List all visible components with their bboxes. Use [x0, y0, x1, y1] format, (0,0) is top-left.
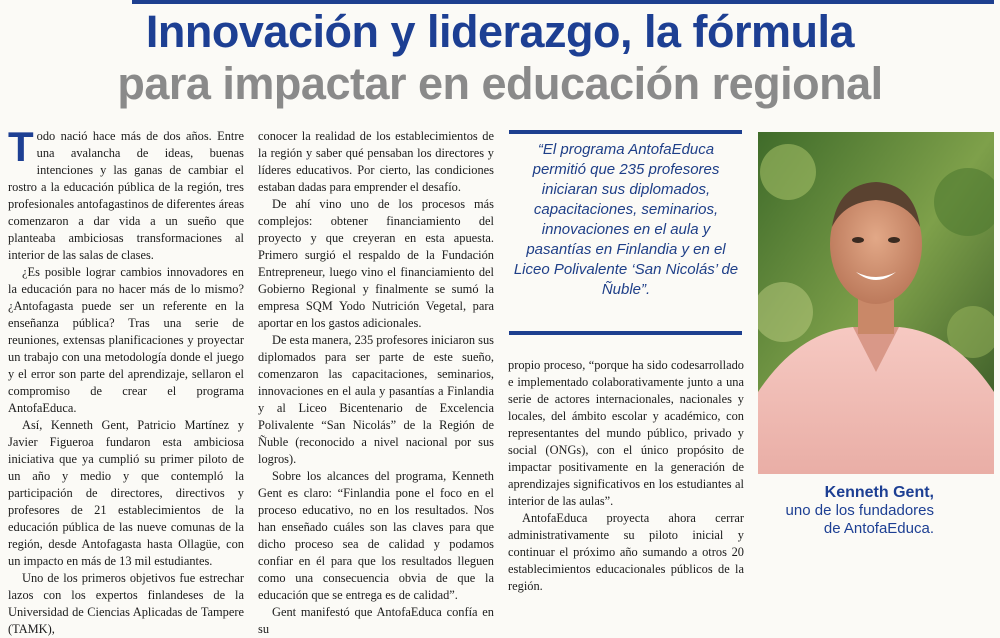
article-column-3	[508, 357, 744, 595]
paragraph-8: Sobre los alcances del programa, Kenneth Gent es claro: “Finlandia pone el foco en el proceso educativo, no en los resultados. Nos han enseñado cuáles son las claves para que dicho proceso sea de calidad y podamos confiar en él para que los resultados lleguen como una consecuencia obvia de que la educación que se entrega es de calidad”.	[258, 469, 494, 602]
portrait-photo	[758, 132, 994, 474]
paragraph-1: Todo nació hace más de dos años. Entre una avalancha de ideas, buenas intenciones y las ganas de cambiar el rostro a la educación pública de la región, tres profesionales antofagastinos de diferentes áreas comenzaron a dar vida a un sueño que planteaba ambiciosas transformaciones al interior de las salas de clases.	[8, 123, 245, 262]
paragraph-5: conocer la realidad de los establecimientos de la región y saber qué pensaban los directores y líderes educativos. Por cierto, las condiciones estaban dadas para emprender el desafío.	[258, 129, 494, 194]
paragraph-9: Gent manifestó que AntofaEduca confía en su	[258, 605, 494, 636]
pullquote-bottom-rule	[509, 331, 742, 335]
photo-caption-description: uno de los fundadores de AntofaEduca.	[785, 502, 934, 537]
paragraph-7: De esta manera, 235 profesores iniciaron sus diplomados para ser parte de este sueño, comenzaron las capacitaciones, seminarios, innovaciones en el aula y pasantías a Finlandia y al Liceo Bicentenario de Excelencia Polivalente “San Nicolás” de la Región de Ñuble (reconocido a nivel nacional por sus logros).	[258, 333, 494, 466]
paragraph-3: Así, Kenneth Gent, Patricio Martínez y Javier Figueroa fundaron esta ambiciosa iniciativa que ya cumplió su primer piloto de un año y medio y que contempló la participación de directores, directivos y profesores de 21 establecimientos de la educación pública de las nueve comunas de la región, desde Antofagasta hasta Ollagüe, con un impacto en más de 13 mil estudiantes.	[8, 418, 244, 568]
paragraph-10: propio proceso, “porque ha sido codesarrollado e implementado colaborativamente junto a una serie de actores internacionales, nacionales y locales, del ámbito escolar y académico, con representantes del mundo público, privado y social (ONGs), con el único propósito de impactar positivamente en la generación de aprendizajes significativos en los estudiantes al interior de las aulas”.	[508, 358, 744, 508]
photo-caption-name: Kenneth Gent,	[824, 484, 934, 501]
paragraph-2: ¿Es posible lograr cambios innovadores en la educación para no hacer más de lo mismo? ¿Antofagasta puede ser un referente en la enseñanza pública? Tras una serie de reuniones, extensas planificaciones y proyectar un trabajo con una metodología donde el juego y el error son parte del aprendizaje, sellaron el compromiso de crear el programa AntofaEduca.	[8, 265, 244, 415]
top-rule	[132, 0, 994, 4]
paragraph-11: AntofaEduca proyecta ahora cerrar administrativamente su piloto inicial y continuar el próximo año sumando a otros 20 establecimientos educacionales públicos de la región.	[508, 511, 744, 593]
paragraph-6: De ahí vino uno de los procesos más complejos: obtener financiamiento del proyecto y que creyeran en esta apuesta. Primero surgió el respaldo de la Fundación Entrepreneur, luego vino el financiamiento del Gobierno Regional y finalmente se sumó la empresa SQM Yodo Nutrición Vegetal, para aportar en los gastos adicionales.	[258, 197, 494, 330]
paragraph-4: Uno de los primeros objetivos fue estrechar lazos con los expertos finlandeses de la Universidad de Ciencias Aplicadas de Tampere (TAMK),	[8, 571, 244, 636]
pullquote: “El programa AntofaEduca permitió que 235 profesores iniciaran sus diplomados, capacitaciones, seminarios, innovaciones en el aula y pasantías en Finlandia y en el Liceo Polivalente ‘San Nicolás’ de Ñuble”.	[513, 141, 739, 298]
headline-line-1: Innovación y liderazgo, la fórmula	[145, 6, 855, 57]
pullquote-top-rule	[509, 130, 742, 134]
headline-line-2: para impactar en educación regional	[117, 58, 883, 109]
drop-cap: T	[8, 123, 34, 170]
